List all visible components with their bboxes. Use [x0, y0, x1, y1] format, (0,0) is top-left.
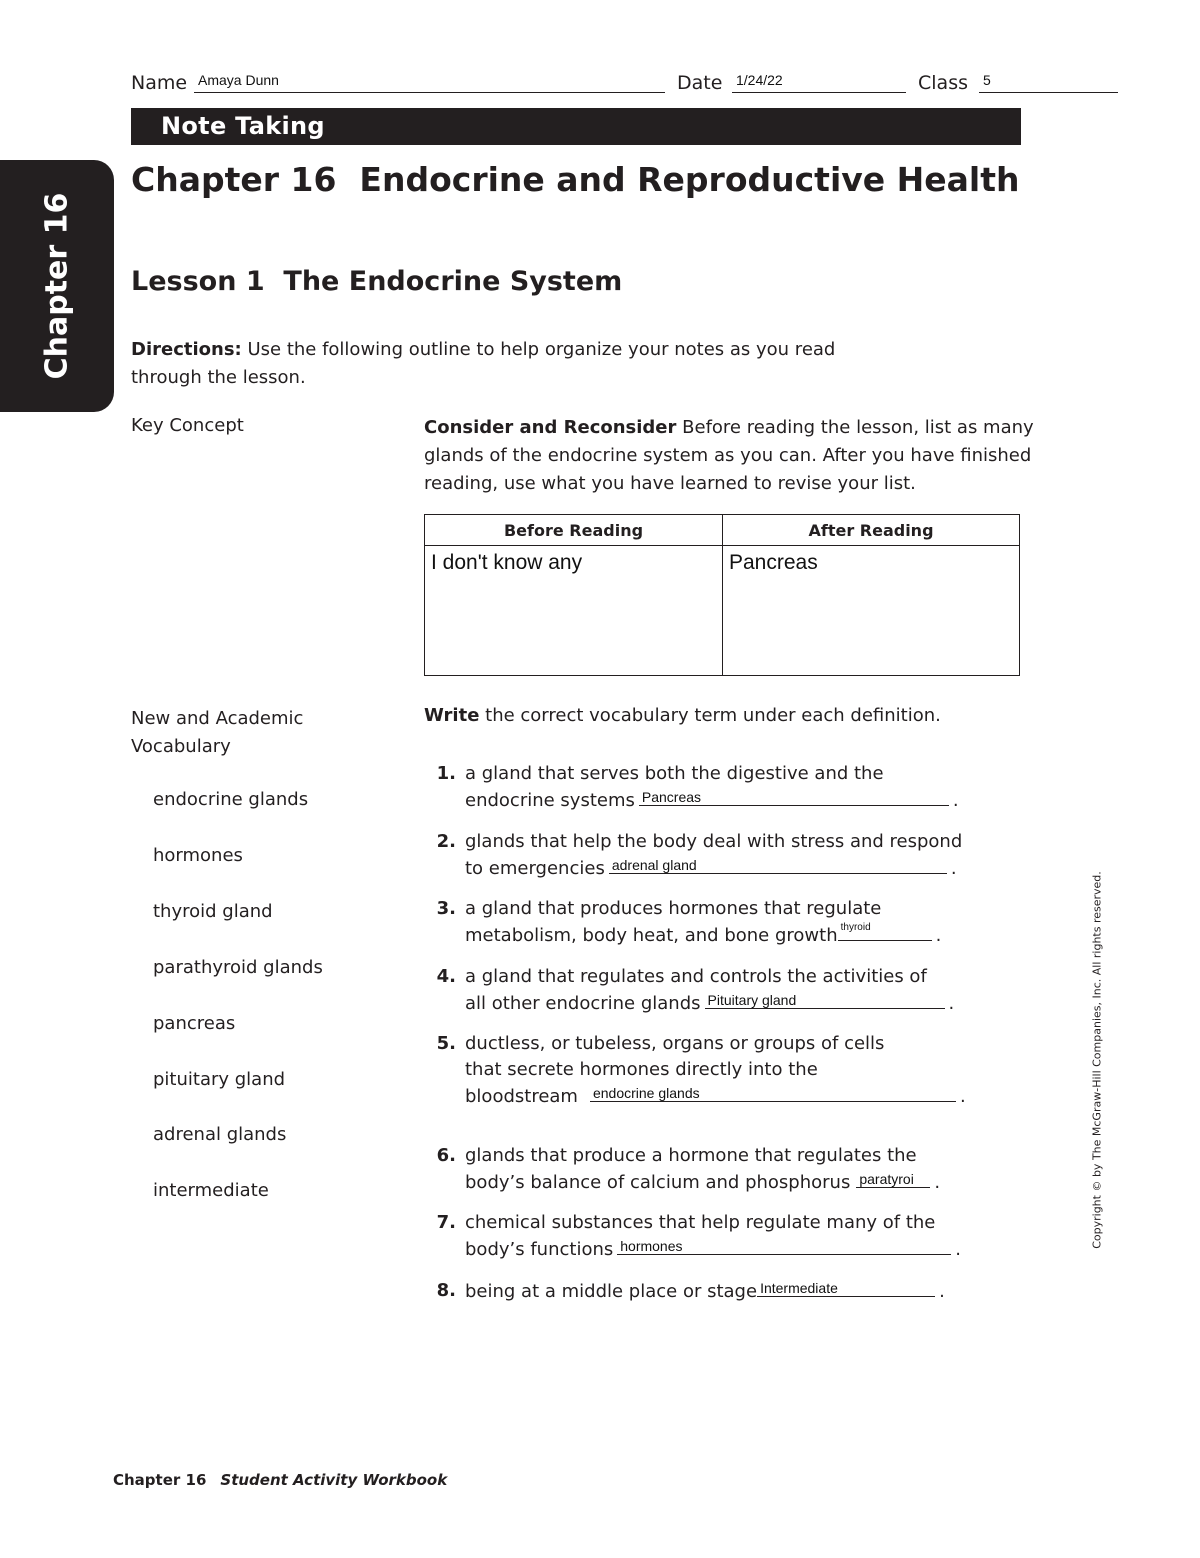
question-text: all other endocrine glands [465, 993, 701, 1014]
question-text: metabolism, body heat, and bone growth [465, 925, 838, 946]
directions [131, 336, 851, 392]
class-label: Class [918, 72, 968, 94]
question-number: 4. [436, 966, 456, 987]
directions-text: Use the following outline to help organize your notes as you read through the lesson. [131, 339, 836, 388]
vocab-heading: New and Academic Vocabulary [131, 708, 304, 757]
side-tab-text: Chapter 16 [39, 192, 75, 380]
name-field[interactable] [194, 72, 665, 93]
answer-text: paratyroi [859, 1171, 914, 1187]
write-instruction [424, 705, 941, 726]
footer-book-title: Student Activity Workbook [220, 1471, 448, 1489]
class-value: 5 [983, 72, 991, 88]
note-taking-banner [131, 108, 1021, 145]
question-number: 2. [436, 831, 456, 852]
after-cell[interactable]: Pancreas [729, 551, 818, 574]
copyright-notice: Copyright © by The McGraw-Hill Companies, Inc. All rights reserved. [1090, 871, 1104, 1249]
chapter-side-tab [0, 160, 114, 412]
answer-text: Pancreas [641, 789, 702, 805]
consider-reconsider [424, 414, 1044, 498]
question-number: 5. [436, 1033, 456, 1054]
date-field[interactable] [732, 72, 906, 93]
page-footer [113, 1471, 447, 1489]
question-text: body’s functions [465, 1239, 614, 1260]
question-text: a gland that serves both the digestive and the [465, 763, 884, 784]
directions-label: Directions: [131, 339, 242, 360]
answer-line[interactable] [617, 1236, 951, 1255]
question-number: 1. [436, 763, 456, 784]
vocab-term: intermediate [153, 1180, 269, 1201]
key-concept-label: Key Concept [131, 415, 244, 436]
answer-line[interactable] [609, 855, 947, 874]
question-number: 8. [436, 1280, 456, 1301]
write-text: the correct vocabulary term under each definition. [485, 705, 941, 726]
before-column [425, 515, 722, 675]
date-label: Date [677, 72, 723, 94]
question-text: ductless, or tubeless, organs or groups of cells [465, 1033, 885, 1054]
name-label: Name [131, 72, 188, 94]
banner-text: Note Taking [161, 112, 325, 140]
write-label: Write [424, 705, 480, 726]
question-text: endocrine systems [465, 790, 635, 811]
question-text: chemical substances that help regulate many of the [465, 1212, 936, 1233]
after-column [722, 515, 1019, 675]
question-number: 3. [436, 898, 456, 919]
question-text: body’s balance of calcium and phosphorus [465, 1172, 851, 1193]
answer-line[interactable] [590, 1083, 956, 1102]
vocab-term: hormones [153, 845, 243, 866]
vocab-term: pancreas [153, 1013, 236, 1034]
consider-label: Consider and Reconsider [424, 417, 677, 438]
before-header: Before Reading [425, 515, 722, 546]
answer-text: hormones [620, 1238, 683, 1254]
answer-line[interactable] [856, 1169, 930, 1188]
vocab-term: pituitary gland [153, 1069, 286, 1090]
answer-text: adrenal gland [611, 857, 697, 873]
answer-text: Pituitary gland [707, 992, 797, 1008]
date-value: 1/24/22 [736, 72, 783, 88]
vocab-term: thyroid gland [153, 901, 273, 922]
answer-line[interactable] [757, 1278, 935, 1297]
answer-line[interactable] [639, 787, 949, 806]
question-text: a gland that regulates and controls the activities of [465, 966, 927, 987]
answer-text: endocrine glands [592, 1085, 700, 1101]
question-text: glands that help the body deal with stress and respond [465, 831, 963, 852]
vocab-term: parathyroid glands [153, 957, 323, 978]
vocab-term: adrenal glands [153, 1124, 287, 1145]
question-text: being at a middle place or stage [465, 1281, 758, 1302]
gland-table [424, 514, 1020, 676]
lesson-title: Lesson 1 The Endocrine System [131, 266, 623, 297]
answer-line[interactable] [838, 922, 932, 941]
question-text: a gland that produces hormones that regulate [465, 898, 882, 919]
question-number: 7. [436, 1212, 456, 1233]
name-value: Amaya Dunn [198, 72, 279, 88]
question-text: bloodstream [465, 1086, 578, 1107]
answer-text: thyroid [840, 922, 871, 933]
answer-line[interactable] [705, 990, 945, 1009]
question-text: to emergencies [465, 858, 605, 879]
vocab-term: endocrine glands [153, 789, 309, 810]
question-number: 6. [436, 1145, 456, 1166]
answer-text: Intermediate [760, 1280, 838, 1296]
after-header: After Reading [723, 515, 1019, 546]
footer-chapter: Chapter 16 [113, 1471, 207, 1489]
question-text: that secrete hormones directly into the [465, 1059, 818, 1080]
chapter-title: Chapter 16 Endocrine and Reproductive Health [131, 160, 1020, 199]
consider-text: Before reading the lesson, list as many glands of the endocrine system as you can. After you have finished reading, use what you have learned to revise your list. [424, 417, 1034, 494]
class-field[interactable] [979, 72, 1118, 93]
question-text: glands that produce a hormone that regulates the [465, 1145, 917, 1166]
before-cell[interactable]: I don't know any [431, 551, 583, 574]
